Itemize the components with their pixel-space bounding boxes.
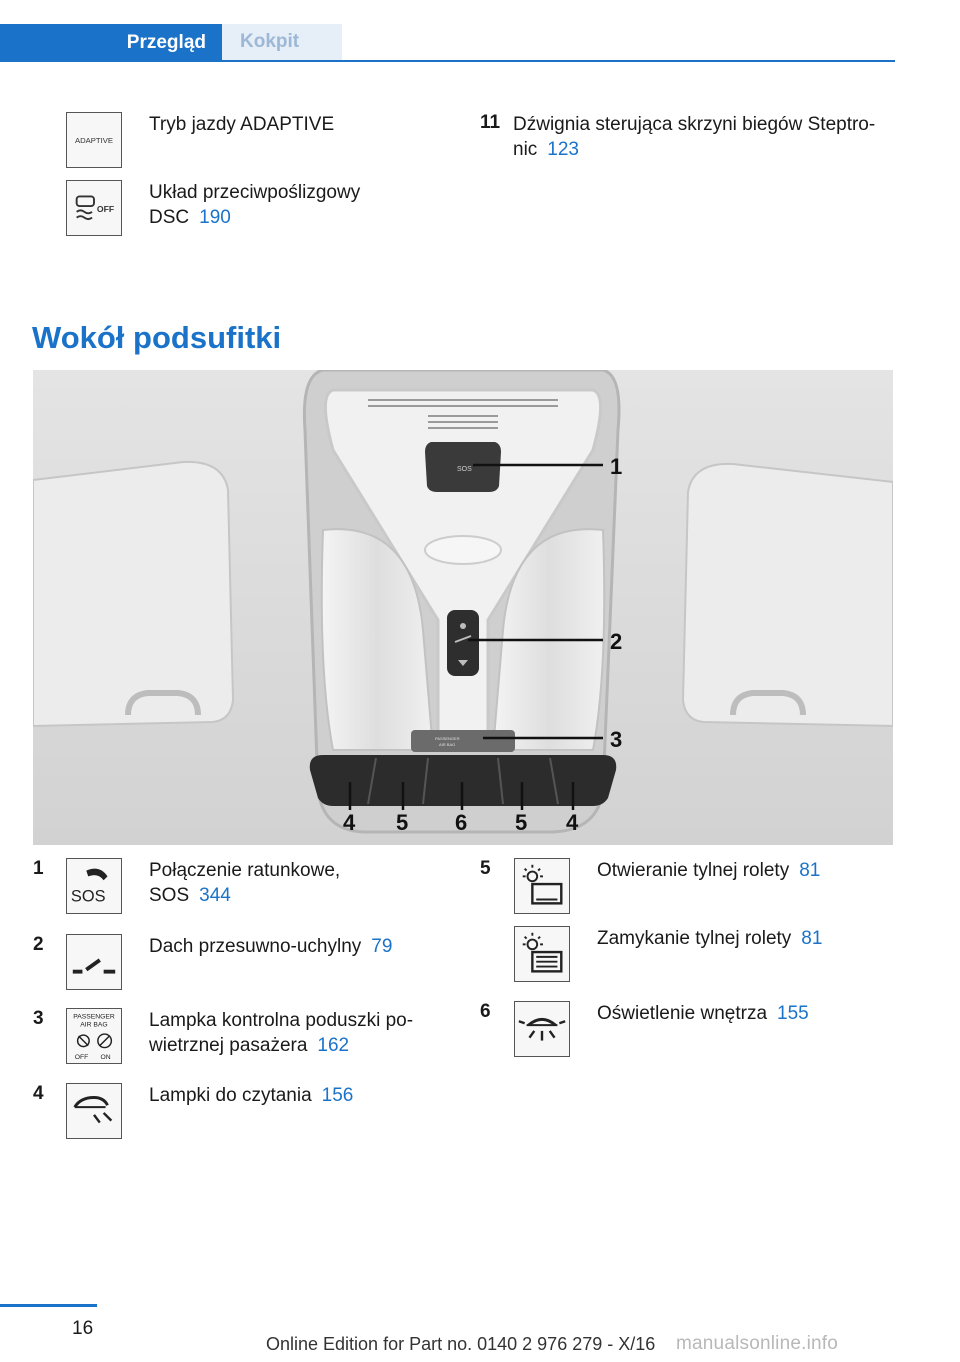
airbag-icon-text-2: AIR BAG	[80, 1021, 108, 1029]
legend-5-number: 5	[480, 858, 491, 879]
callout-6: 6	[455, 810, 468, 835]
legend-6-line1: Oświetlenie wnętrza	[597, 1003, 768, 1024]
header-tabbar	[0, 24, 895, 62]
rear-blind-open-icon	[514, 858, 570, 914]
legend-2-number: 2	[33, 934, 44, 955]
legend-2-line1: Dach przesuwno-uchylny	[149, 936, 362, 957]
callout-5-right: 5	[515, 810, 528, 835]
legend-5-page-ref[interactable]: 81	[799, 860, 821, 881]
legend-4-label	[149, 1083, 353, 1108]
callout-4-right: 4	[566, 810, 579, 835]
airbag-icon-text-3: OFF	[74, 1054, 89, 1062]
dsc-page-ref[interactable]: 190	[199, 207, 231, 228]
adaptive-label: Tryb jazdy ADAPTIVE	[149, 114, 335, 135]
tab-przeglad[interactable]: Przegląd	[0, 24, 222, 62]
passenger-airbag-icon	[66, 1008, 122, 1064]
item-11-line1: Dźwignia sterująca skrzyni biegów Steptro‐	[513, 114, 876, 135]
dsc-label-line1: Układ przeciwpoślizgowy	[149, 182, 361, 203]
legend-4-line1: Lampki do czytania	[149, 1085, 312, 1106]
adaptive-icon-text: ADAPTIVE	[74, 135, 114, 145]
headliner-photo	[33, 370, 893, 845]
rear-blind-close-icon	[514, 926, 570, 982]
legend-5b-page-ref[interactable]: 81	[801, 928, 823, 949]
callout-5-left: 5	[396, 810, 409, 835]
legend-5-line1: Otwieranie tylnej rolety	[597, 860, 790, 881]
sunroof-icon	[66, 934, 122, 990]
adaptive-icon	[66, 112, 122, 168]
item-11-label	[513, 112, 875, 162]
legend-3-line2: wietrznej pasażera	[149, 1035, 308, 1056]
airbag-icon-text-4: ON	[100, 1054, 111, 1062]
photo-airbag-text: AIR BAG	[439, 742, 456, 747]
legend-5-label	[597, 858, 820, 883]
legend-1-line1: Połączenie ratunkowe,	[149, 860, 341, 881]
item-11-number: 11	[480, 112, 501, 133]
legend-3-page-ref[interactable]: 162	[317, 1035, 350, 1056]
callout-1: 1	[610, 454, 623, 479]
footer-accent-line	[0, 1304, 97, 1307]
legend-5b-line1: Zamykanie tylnej rolety	[597, 928, 792, 949]
legend-3-label	[149, 1008, 413, 1058]
dsc-off-icon	[66, 180, 122, 236]
legend-1-page-ref[interactable]: 344	[199, 885, 231, 906]
page-number: 16	[72, 1318, 94, 1339]
legend-2-label	[149, 934, 392, 959]
legend-3-line1: Lampka kontrolna poduszki po‐	[149, 1010, 414, 1031]
photo-passenger-text: PASSENGER	[435, 736, 460, 741]
legend-6-number: 6	[480, 1001, 491, 1022]
dsc-label-line2: DSC	[149, 207, 190, 228]
sos-icon-text: SOS	[70, 887, 106, 906]
legend-2-page-ref[interactable]: 79	[371, 936, 393, 957]
item-11-page-ref[interactable]: 123	[547, 139, 579, 160]
tab-kokpit[interactable]: Kokpit	[222, 24, 342, 60]
legend-4-number: 4	[33, 1083, 44, 1104]
callout-2: 2	[610, 629, 623, 654]
sos-phone-icon	[66, 858, 122, 914]
callout-4-left: 4	[343, 810, 356, 835]
dsc-off-icon-text: OFF	[96, 203, 115, 214]
legend-1-number: 1	[33, 858, 44, 879]
section-title: Wokół podsufitki	[32, 320, 282, 355]
watermark: manualsonline.info	[676, 1333, 839, 1354]
airbag-icon-text-1: PASSENGER	[73, 1013, 115, 1021]
legend-6-page-ref[interactable]: 155	[777, 1003, 809, 1024]
legend-1-line2: SOS	[149, 885, 190, 906]
photo-sos-text: SOS	[457, 466, 472, 473]
legend-1-label	[149, 858, 340, 908]
interior-light-icon	[514, 1001, 570, 1057]
dsc-label	[149, 180, 360, 230]
legend-3-number: 3	[33, 1008, 44, 1029]
item-11-line2: nic	[513, 139, 538, 160]
callout-3: 3	[610, 727, 623, 752]
legend-4-page-ref[interactable]: 156	[321, 1085, 354, 1106]
legend-6-label	[597, 1001, 809, 1026]
footer-edition: Online Edition for Part no. 0140 2 976 279 - X/16	[266, 1334, 656, 1354]
reading-lamp-icon	[66, 1083, 122, 1139]
legend-5b-label	[597, 926, 822, 951]
